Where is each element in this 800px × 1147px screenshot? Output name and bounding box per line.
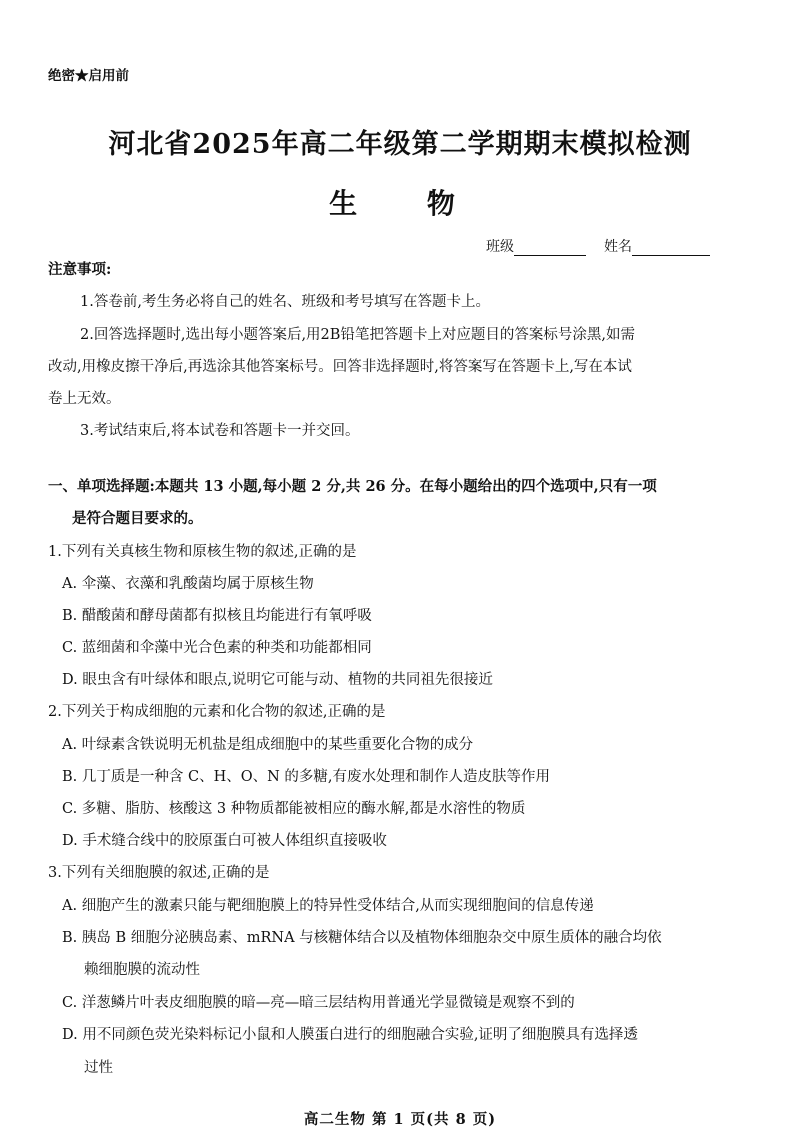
class-blank [514,241,586,256]
question-option: C. 多糖、脂肪、核酸这 3 种物质都能被相应的酶水解,都是水溶性的物质 [62,801,526,817]
class-name-line [486,236,710,256]
subject-title: 生 物 [329,187,485,220]
question-option: A. 伞藻、衣藻和乳酸菌均属于原核生物 [62,576,314,592]
section-heading-cont: 是符合题目要求的。 [72,510,203,527]
question-option: A. 细胞产生的激素只能与靶细胞膜上的特异性受体结合,从而实现细胞间的信息传递 [62,898,594,914]
question-option: D. 眼虫含有叶绿体和眼点,说明它可能与动、植物的共同祖先很接近 [62,672,493,688]
question-option: A. 叶绿素含铁说明无机盐是组成细胞中的某些重要化合物的成分 [62,737,474,753]
section-heading: 一、单项选择题:本题共 13 小题,每小题 2 分,共 26 分。在每小题给出的四个选项中,只有一项 [48,478,657,495]
notice-item: 卷上无效。 [48,391,121,407]
question-option: D. 用不同颜色荧光染料标记小鼠和人膜蛋白进行的细胞融合实验,证明了细胞膜具有选择透 [62,1027,638,1043]
exam-title: 河北省2025年高二年级第二学期期末模拟检测 [108,129,692,160]
question-stem: 2.下列关于构成细胞的元素和化合物的叙述,正确的是 [48,704,386,720]
notice-item: 3.考试结束后,将本试卷和答题卡一并交回。 [80,423,360,439]
notice-item: 改动,用橡皮擦干净后,再选涂其他答案标号。回答非选择题时,将答案写在答题卡上,写在本试 [48,359,632,375]
question-option: B. 醋酸菌和酵母菌都有拟核且均能进行有氧呼吸 [62,608,372,624]
question-option: B. 几丁质是一种含 C、H、O、N 的多糖,有废水处理和制作人造皮肤等作用 [62,769,551,785]
notice-title: 注意事项: [48,261,112,278]
name-label: 姓名 [604,239,632,255]
notice-item: 1.答卷前,考生务必将自己的姓名、班级和考号填写在答题卡上。 [80,294,490,310]
question-option: D. 手术缝合线中的胶原蛋白可被人体组织直接吸收 [62,833,387,849]
notice-item: 2.回答选择题时,选出每小题答案后,用2B铅笔把答题卡上对应题目的答案标号涂黑,如需 [80,327,636,343]
question-option-cont: 赖细胞膜的流动性 [84,962,200,978]
question-stem: 3.下列有关细胞膜的叙述,正确的是 [48,865,270,881]
question-option: C. 蓝细菌和伞藻中光合色素的种类和功能都相同 [62,640,372,656]
question-option: B. 胰岛 B 细胞分泌胰岛素、mRNA 与核糖体结合以及植物体细胞杂交中原生质体的融合均依 [62,930,662,946]
page-footer: 高二生物 第 1 页(共 8 页) [303,1111,497,1128]
name-blank [632,241,710,256]
question-option: C. 洋葱鳞片叶表皮细胞膜的暗—亮—暗三层结构用普通光学显微镜是观察不到的 [62,995,575,1011]
question-option-cont: 过性 [84,1060,113,1076]
question-stem: 1.下列有关真核生物和原核生物的叙述,正确的是 [48,544,357,560]
secret-mark: 绝密★启用前 [48,68,129,84]
class-label: 班级 [486,239,514,255]
